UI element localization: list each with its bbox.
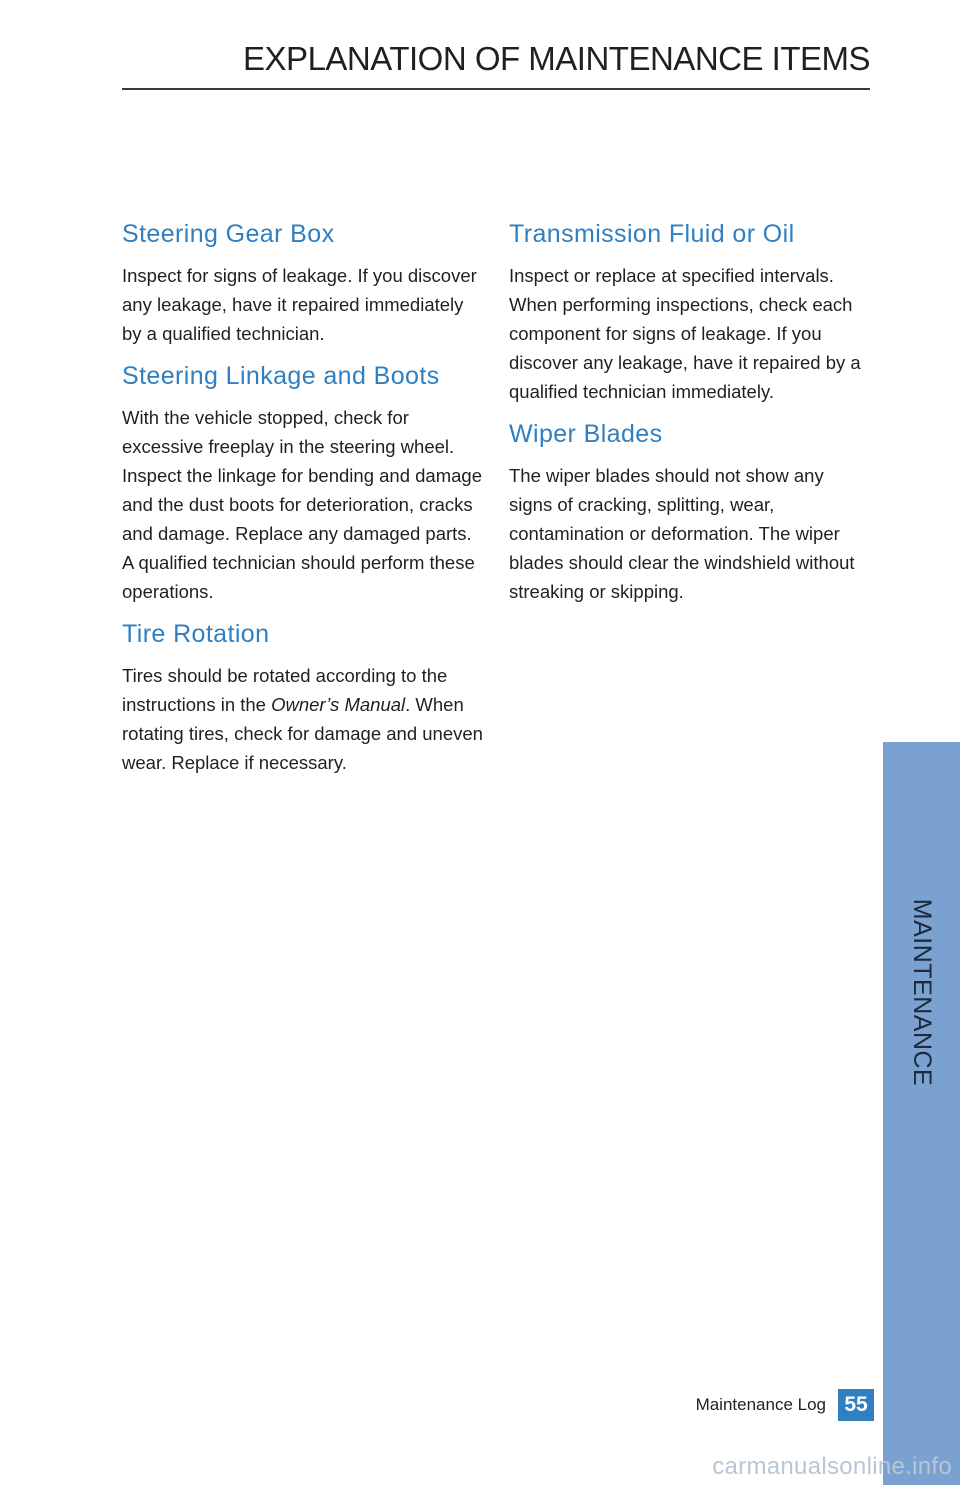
section-body: With the vehicle stopped, check for excessive freeplay in the steering wheel. Inspect the linkage for bending and damage and the dust boots for deterioration, cracks and damage. Replace any damaged parts. A qualified technician should perform these operations. [122, 407, 482, 602]
page-number: 55 [838, 1389, 874, 1421]
section-side-tab [883, 742, 960, 1485]
section-heading: Transmission Fluid or Oil [509, 220, 795, 248]
page-footer [696, 1389, 874, 1421]
section-body [122, 661, 484, 777]
page-title: EXPLANATION OF MAINTENANCE ITEMS [243, 40, 870, 77]
section-body: Inspect for signs of leakage. If you discover any leakage, have it repaired immediately by a qualified technician. [122, 265, 477, 344]
section-wiper-blades [509, 420, 869, 606]
section-heading: Steering Gear Box [122, 220, 335, 248]
page-header [122, 40, 870, 90]
section-heading: Steering Linkage and Boots [122, 362, 440, 390]
section-steering-linkage [122, 362, 484, 606]
right-column [509, 220, 869, 620]
section-body: The wiper blades should not show any signs of cracking, splitting, wear, contamination or deformation. The wiper blades should clear the windshield without streaking or skipping. [509, 465, 855, 602]
section-body: Inspect or replace at specified intervals. When performing inspections, check each component for signs of leakage. If you discover any leakage, have it repaired by a qualified technician immediately. [509, 265, 861, 402]
section-steering-gear-box [122, 220, 484, 348]
section-heading: Tire Rotation [122, 620, 270, 648]
body-text: . When rotating tires, check for damage and uneven wear. Replace if necessary. [122, 694, 483, 773]
body-text: Tires should be rotated according to the instructions in the [122, 665, 448, 715]
footer-label: Maintenance Log [695, 1395, 826, 1414]
manual-reference: Owner’s Manual [271, 694, 406, 715]
section-transmission-fluid [509, 220, 869, 406]
section-heading: Wiper Blades [509, 420, 663, 448]
side-tab-label: MAINTENANCE [908, 898, 936, 1086]
left-column [122, 220, 484, 791]
section-tire-rotation [122, 620, 484, 777]
watermark: carmanualsonline.info [712, 1453, 952, 1480]
